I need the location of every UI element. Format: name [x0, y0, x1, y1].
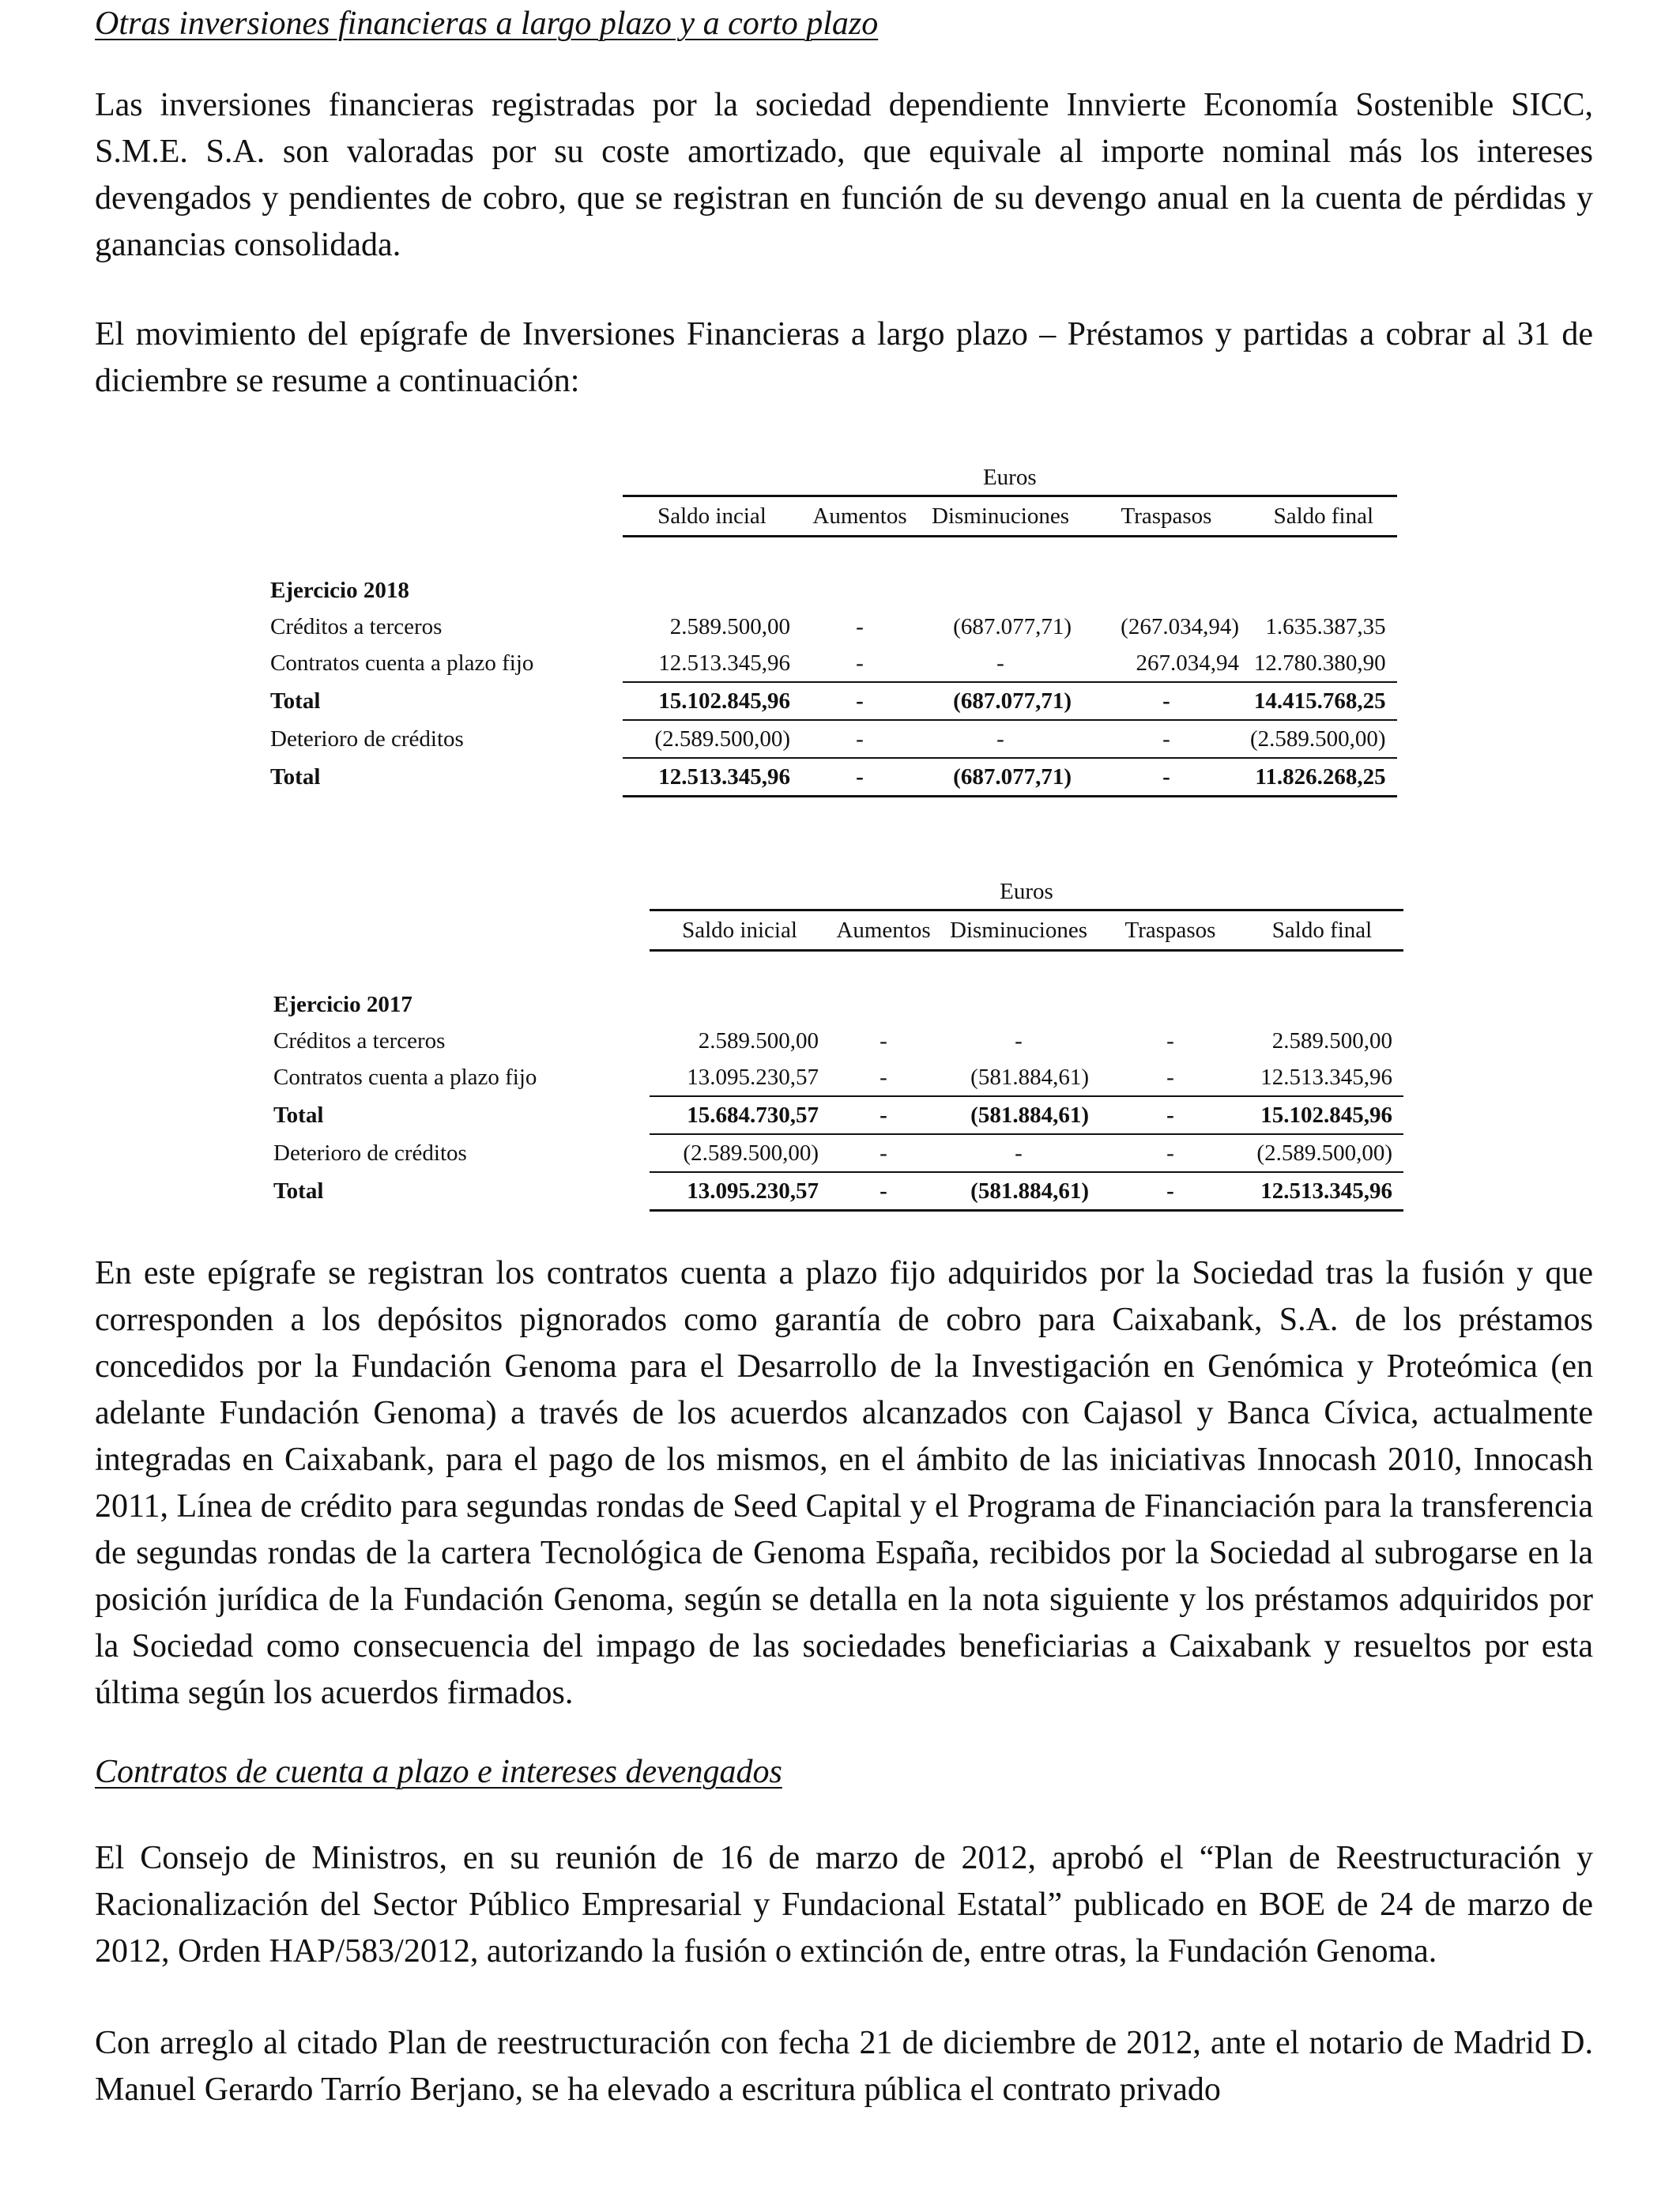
table-cell: -	[880, 1027, 887, 1054]
table-cell: (267.034,94)	[1121, 613, 1239, 639]
table-cell: (687.077,71)	[918, 682, 1083, 720]
table-cell: -	[856, 613, 864, 639]
table-unit-label: Euros	[650, 874, 1403, 910]
table-cell: -	[1083, 720, 1250, 758]
table-cell: (581.884,61)	[937, 1172, 1100, 1211]
table-cell: -	[996, 650, 1004, 676]
row-label: Deterioro de créditos	[273, 1140, 467, 1166]
section-heading-otras-inversiones: Otras inversiones financieras a largo plazo y a corto plazo	[95, 6, 879, 42]
column-header: Aumentos	[801, 496, 918, 537]
table-cell: -	[880, 1064, 887, 1090]
table-cell: -	[801, 682, 918, 720]
table-cell: 12.513.345,96	[658, 650, 790, 676]
table-cell: 13.095.230,57	[687, 1064, 819, 1090]
column-header: Saldo inicial	[650, 910, 830, 951]
table-cell: 2.589.500,00	[698, 1027, 819, 1054]
table-cell: 2.589.500,00	[669, 613, 790, 639]
column-header: Saldo final	[1250, 496, 1397, 537]
table-cell: 15.684.730,57	[650, 1096, 830, 1134]
table-cell: 1.635.387,35	[1265, 613, 1386, 639]
table-cell: 267.034,94	[1136, 650, 1239, 676]
table-cell: -	[1083, 682, 1250, 720]
paragraph-consejo-ministros: El Consejo de Ministros, en su reunión de 16 de marzo de 2012, aprobó el “Plan de Reestructuración y Racionalización del Sector Público Empresarial y Fundacional Estatal” publicado en BOE de 24 de marzo de 2012, Orden HAP/583/2012, autorizando la fusión o extinción de, entre otras, la Fundación Genoma.	[95, 1840, 1593, 1970]
table-cell: 13.095.230,57	[650, 1172, 830, 1211]
table-cell: -	[1100, 1172, 1241, 1211]
column-header: Saldo final	[1241, 910, 1403, 951]
table-cell: (687.077,71)	[953, 613, 1072, 639]
table-cell: 12.780.380,90	[1253, 650, 1386, 676]
column-header: Disminuciones	[937, 910, 1100, 951]
table-cell: (581.884,61)	[937, 1096, 1100, 1134]
column-header: Aumentos	[830, 910, 937, 951]
paragraph-valoracion: Las inversiones financieras registradas por la sociedad dependiente Innvierte Economía Sostenible SICC, S.M.E. S.A. son valoradas por su coste amortizado, que equivale al importe nominal más los intereses devengados y pendientes de cobro, que se registran en función de su devengo anual en la cuenta de pérdidas y ganancias consolidada.	[95, 87, 1593, 263]
table-cell: -	[1166, 1027, 1174, 1054]
paragraph-movimiento: El movimiento del epígrafe de Inversiones Financieras a largo plazo – Préstamos y partidas a cobrar al 31 de diciembre se resume a continuación:	[95, 316, 1593, 399]
table-cell: -	[830, 1134, 937, 1172]
section-label: Ejercicio 2018	[270, 577, 409, 603]
table-cell: -	[830, 1096, 937, 1134]
table-cell: (2.589.500,00)	[650, 1134, 830, 1172]
column-header: Traspasos	[1083, 496, 1250, 537]
row-label: Total	[270, 763, 321, 790]
table-cell: 15.102.845,96	[623, 682, 801, 720]
table-cell: 12.513.345,96	[1260, 1064, 1392, 1090]
table-cell: -	[801, 720, 918, 758]
table-cell: (2.589.500,00)	[1250, 720, 1397, 758]
row-label: Créditos a terceros	[270, 613, 443, 639]
row-label: Contratos cuenta a plazo fijo	[270, 650, 534, 676]
paragraph-plan-reestructuracion: Con arreglo al citado Plan de reestructuración con fecha 21 de diciembre de 2012, ante el notario de Madrid D. Manuel Gerardo Tarrío Berjano, se ha elevado a escritura pública el contrato privado	[95, 2025, 1593, 2108]
table-cell: -	[1100, 1096, 1241, 1134]
table-ejercicio-2017	[273, 874, 1403, 1212]
row-label: Total	[273, 1178, 324, 1204]
row-label: Deterioro de créditos	[270, 726, 464, 752]
table-cell: 11.826.268,25	[1250, 758, 1397, 797]
table-cell: -	[1100, 1134, 1241, 1172]
row-label: Total	[270, 688, 321, 714]
table-cell: -	[937, 1134, 1100, 1172]
column-header: Traspasos	[1100, 910, 1241, 951]
table-cell: (581.884,61)	[970, 1064, 1089, 1090]
table-cell: (687.077,71)	[918, 758, 1083, 797]
table-cell: -	[1083, 758, 1250, 797]
table-cell: 12.513.345,96	[623, 758, 801, 797]
row-label: Total	[273, 1102, 324, 1128]
table-cell: -	[918, 720, 1083, 758]
section-label: Ejercicio 2017	[273, 991, 412, 1017]
table-cell: (2.589.500,00)	[623, 720, 801, 758]
paragraph-contratos-plazo-fijo: En este epígrafe se registran los contratos cuenta a plazo fijo adquiridos por la Sociedad tras la fusión y que corresponden a los depósitos pignorados como garantía de cobro para Caixabank, S.A. de los préstamos concedidos por la Fundación Genoma para el Desarrollo de la Investigación en Genómica y Proteómica (en adelante Fundación Genoma) a través de los acuerdos alcanzados con Cajasol y Banca Cívica, actualmente integradas en Caixabank, para el pago de los mismos, en el ámbito de las iniciativas Innocash 2010, Innocash 2011, Línea de crédito para segundas rondas de Seed Capital y el Programa de Financiación para la transferencia de segundas rondas de la cartera Tecnológica de Genoma España, recibidos por la Sociedad al subrogarse en la posición jurídica de la Fundación Genoma, según se detalla en la nota siguiente y los préstamos adquiridos por la Sociedad como consecuencia del impago de las sociedades beneficiarias a Caixabank y resueltos por esta última según los acuerdos firmados.	[95, 1255, 1593, 1711]
table-cell: -	[1166, 1064, 1174, 1090]
table-cell: (2.589.500,00)	[1241, 1134, 1403, 1172]
row-label: Contratos cuenta a plazo fijo	[273, 1065, 537, 1090]
table-cell: 15.102.845,96	[1241, 1096, 1403, 1134]
table-cell: -	[801, 758, 918, 797]
table-ejercicio-2018	[270, 460, 1397, 797]
section-heading-contratos-cuenta: Contratos de cuenta a plazo e intereses devengados	[95, 1754, 782, 1790]
table-unit-label: Euros	[623, 460, 1397, 496]
column-header: Disminuciones	[918, 496, 1083, 537]
table-cell: -	[830, 1172, 937, 1211]
table-cell: -	[1015, 1027, 1023, 1054]
column-header: Saldo incial	[623, 496, 801, 537]
table-cell: -	[856, 650, 864, 676]
table-cell: 2.589.500,00	[1271, 1027, 1392, 1054]
row-label: Créditos a terceros	[273, 1027, 446, 1054]
table-cell: 12.513.345,96	[1241, 1172, 1403, 1211]
table-cell: 14.415.768,25	[1250, 682, 1397, 720]
